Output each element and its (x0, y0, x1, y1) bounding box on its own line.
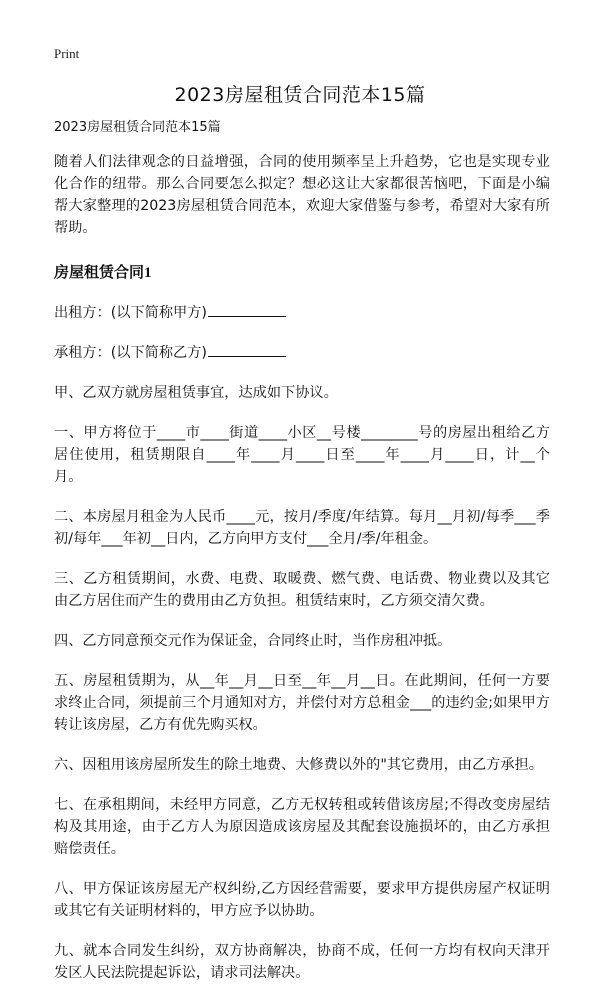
document-body (54, 119, 550, 1002)
clause-4: 四、乙方同意预交元作为保证金，合同终止时，当作房租冲抵。 (54, 633, 452, 649)
lessee-line (54, 342, 550, 364)
section-heading: 房屋租赁合同1 (54, 265, 152, 281)
clause-6: 六、因租用该房屋所发生的除土地费、大修费以外的"其它费用，由乙方承担。 (54, 757, 543, 773)
clause-2: 二、本房屋月租金为人民币____元，按月/季度/年结算。每月__月初/每季___季初/每年___年初__日内，乙方向甲方支付___全月/季/年租金。 (54, 509, 550, 547)
agreement-line: 甲、乙双方就房屋租赁事宜，达成如下协议。 (54, 385, 338, 401)
lessor-label: 出租方：(以下简称甲方) (54, 305, 207, 321)
intro-paragraph: 随着人们法律观念的日益增强，合同的使用频率呈上升趋势，它也是实现专业化合作的纽带。那么合同要怎么拟定？想必这让大家都很苦恼吧，下面是小编帮大家整理的2023房屋租赁合同范本，欢迎大家借鉴与参考，希望对大家有所帮助。 (54, 154, 550, 236)
clause-1: 一、甲方将位于____市____街道____小区__号楼________号的房屋出租给乙方居住使用，租赁期限自____年____月____日至____年____月____日，计__个月。 (54, 425, 550, 485)
lessor-blank (208, 302, 286, 317)
document-subtitle: 2023房屋租赁合同范本15篇 (54, 120, 221, 135)
clause-5: 五、房屋租赁期为，从__年__月__日至__年__月__日。在此期间，任何一方要求终止合同，须提前三个月通知对方，并偿付对方总租金___的违约金;如果甲方转让该房屋，乙方有优先购买权。 (54, 673, 550, 733)
print-link[interactable]: Print (54, 46, 80, 61)
clause-9: 九、就本合同发生纠纷，双方协商解决，协商不成，任何一方均有权向天津开发区人民法院提起诉讼，请求司法解决。 (54, 943, 550, 981)
clause-3: 三、乙方租赁期间，水费、电费、取暖费、燃气费、电话费、物业费以及其它由乙方居住而产生的费用由乙方负担。租赁结束时，乙方须交清欠费。 (54, 571, 550, 609)
lessor-line (54, 302, 550, 324)
clause-8: 八、甲方保证该房屋无产权纠纷,乙方因经营需要，要求甲方提供房屋产权证明或其它有关证明材料的，甲方应予以协助。 (54, 881, 550, 919)
page-title: 2023房屋租赁合同范本15篇 (174, 84, 426, 106)
clause-7: 七、在承租期间，未经甲方同意，乙方无权转租或转借该房屋;不得改变房屋结构及其用途，由于乙方人为原因造成该房屋及其配套设施损坏的，由乙方承担赔偿责任。 (54, 797, 550, 857)
lessee-label: 承租方：(以下简称乙方) (54, 345, 207, 361)
lessee-blank (208, 342, 286, 357)
